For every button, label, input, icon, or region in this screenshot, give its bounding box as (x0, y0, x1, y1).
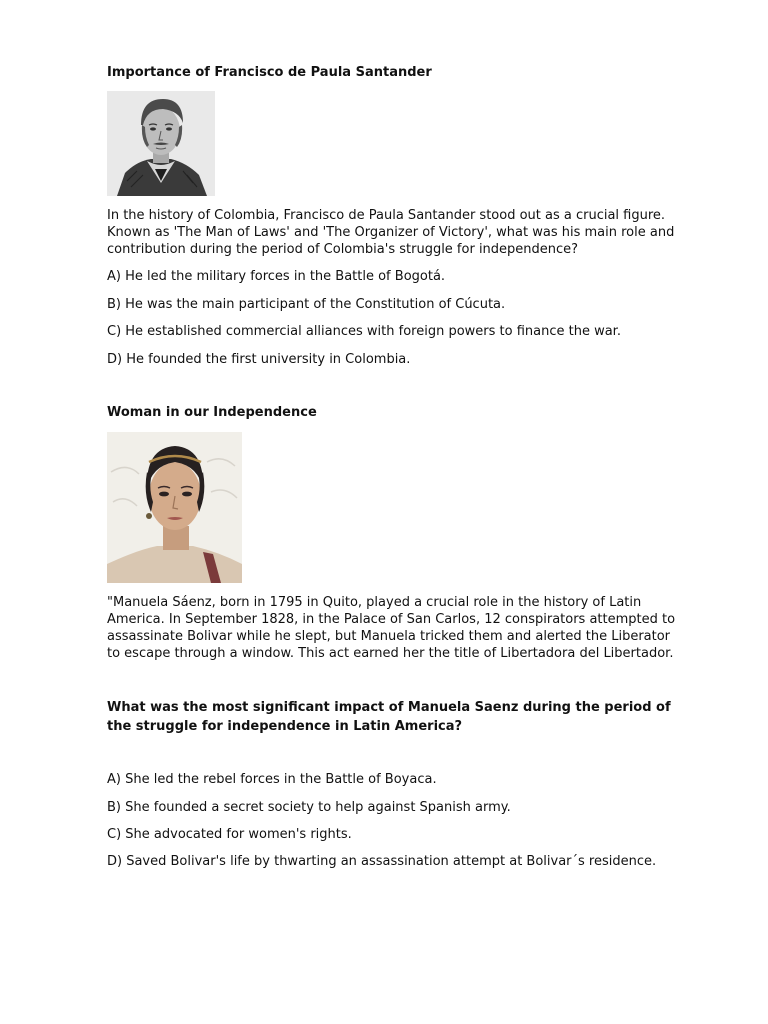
section1-option-a: A) He led the military forces in the Battle of Bogotá. (107, 269, 446, 284)
section2-option-d: D) Saved Bolivar's life by thwarting an assassination attempt at Bolivar´s residence. (107, 854, 657, 869)
section2-intro-line: to escape through a window. This act earned her the title of Libertadora del Libertador. (107, 646, 674, 661)
section1-intro-line: contribution during the period of Colombia's struggle for independence? (107, 242, 579, 257)
section2-question-line: the struggle for independence in Latin America? (107, 719, 463, 734)
manuela-saenz-portrait (107, 432, 242, 583)
section2-option-b: B) She founded a secret society to help against Spanish army. (107, 800, 511, 815)
section2-intro-line: America. In September 1828, in the Palace of San Carlos, 12 conspirators attempted to (107, 612, 676, 627)
section2-intro-line: assassinate Bolivar while he slept, but Manuela tricked them and alerted the Liberator (107, 629, 671, 644)
santander-portrait (107, 91, 215, 196)
section1-intro-line: Known as 'The Man of Laws' and 'The Organizer of Victory', what was his main role and (107, 225, 675, 240)
section2-intro-line: "Manuela Sáenz, born in 1795 in Quito, played a crucial role in the history of Latin (107, 595, 642, 610)
section1-intro (107, 207, 677, 258)
section1-option-d: D) He founded the first university in Colombia. (107, 352, 411, 367)
section2-question-line: What was the most significant impact of Manuela Saenz during the period of (107, 700, 671, 715)
section1-option-c: C) He established commercial alliances with foreign powers to finance the war. (107, 324, 621, 339)
section2-option-c: C) She advocated for women's rights. (107, 827, 352, 842)
section2-question (107, 698, 671, 736)
section1-title: Importance of Francisco de Paula Santander (107, 65, 432, 80)
section1-option-b: B) He was the main participant of the Constitution of Cúcuta. (107, 297, 506, 312)
section2-option-a: A) She led the rebel forces in the Battle of Boyaca. (107, 772, 437, 787)
section2-title: Woman in our Independence (107, 405, 317, 420)
section2-intro (107, 594, 677, 662)
section1-intro-line: In the history of Colombia, Francisco de Paula Santander stood out as a crucial figure. (107, 208, 666, 223)
